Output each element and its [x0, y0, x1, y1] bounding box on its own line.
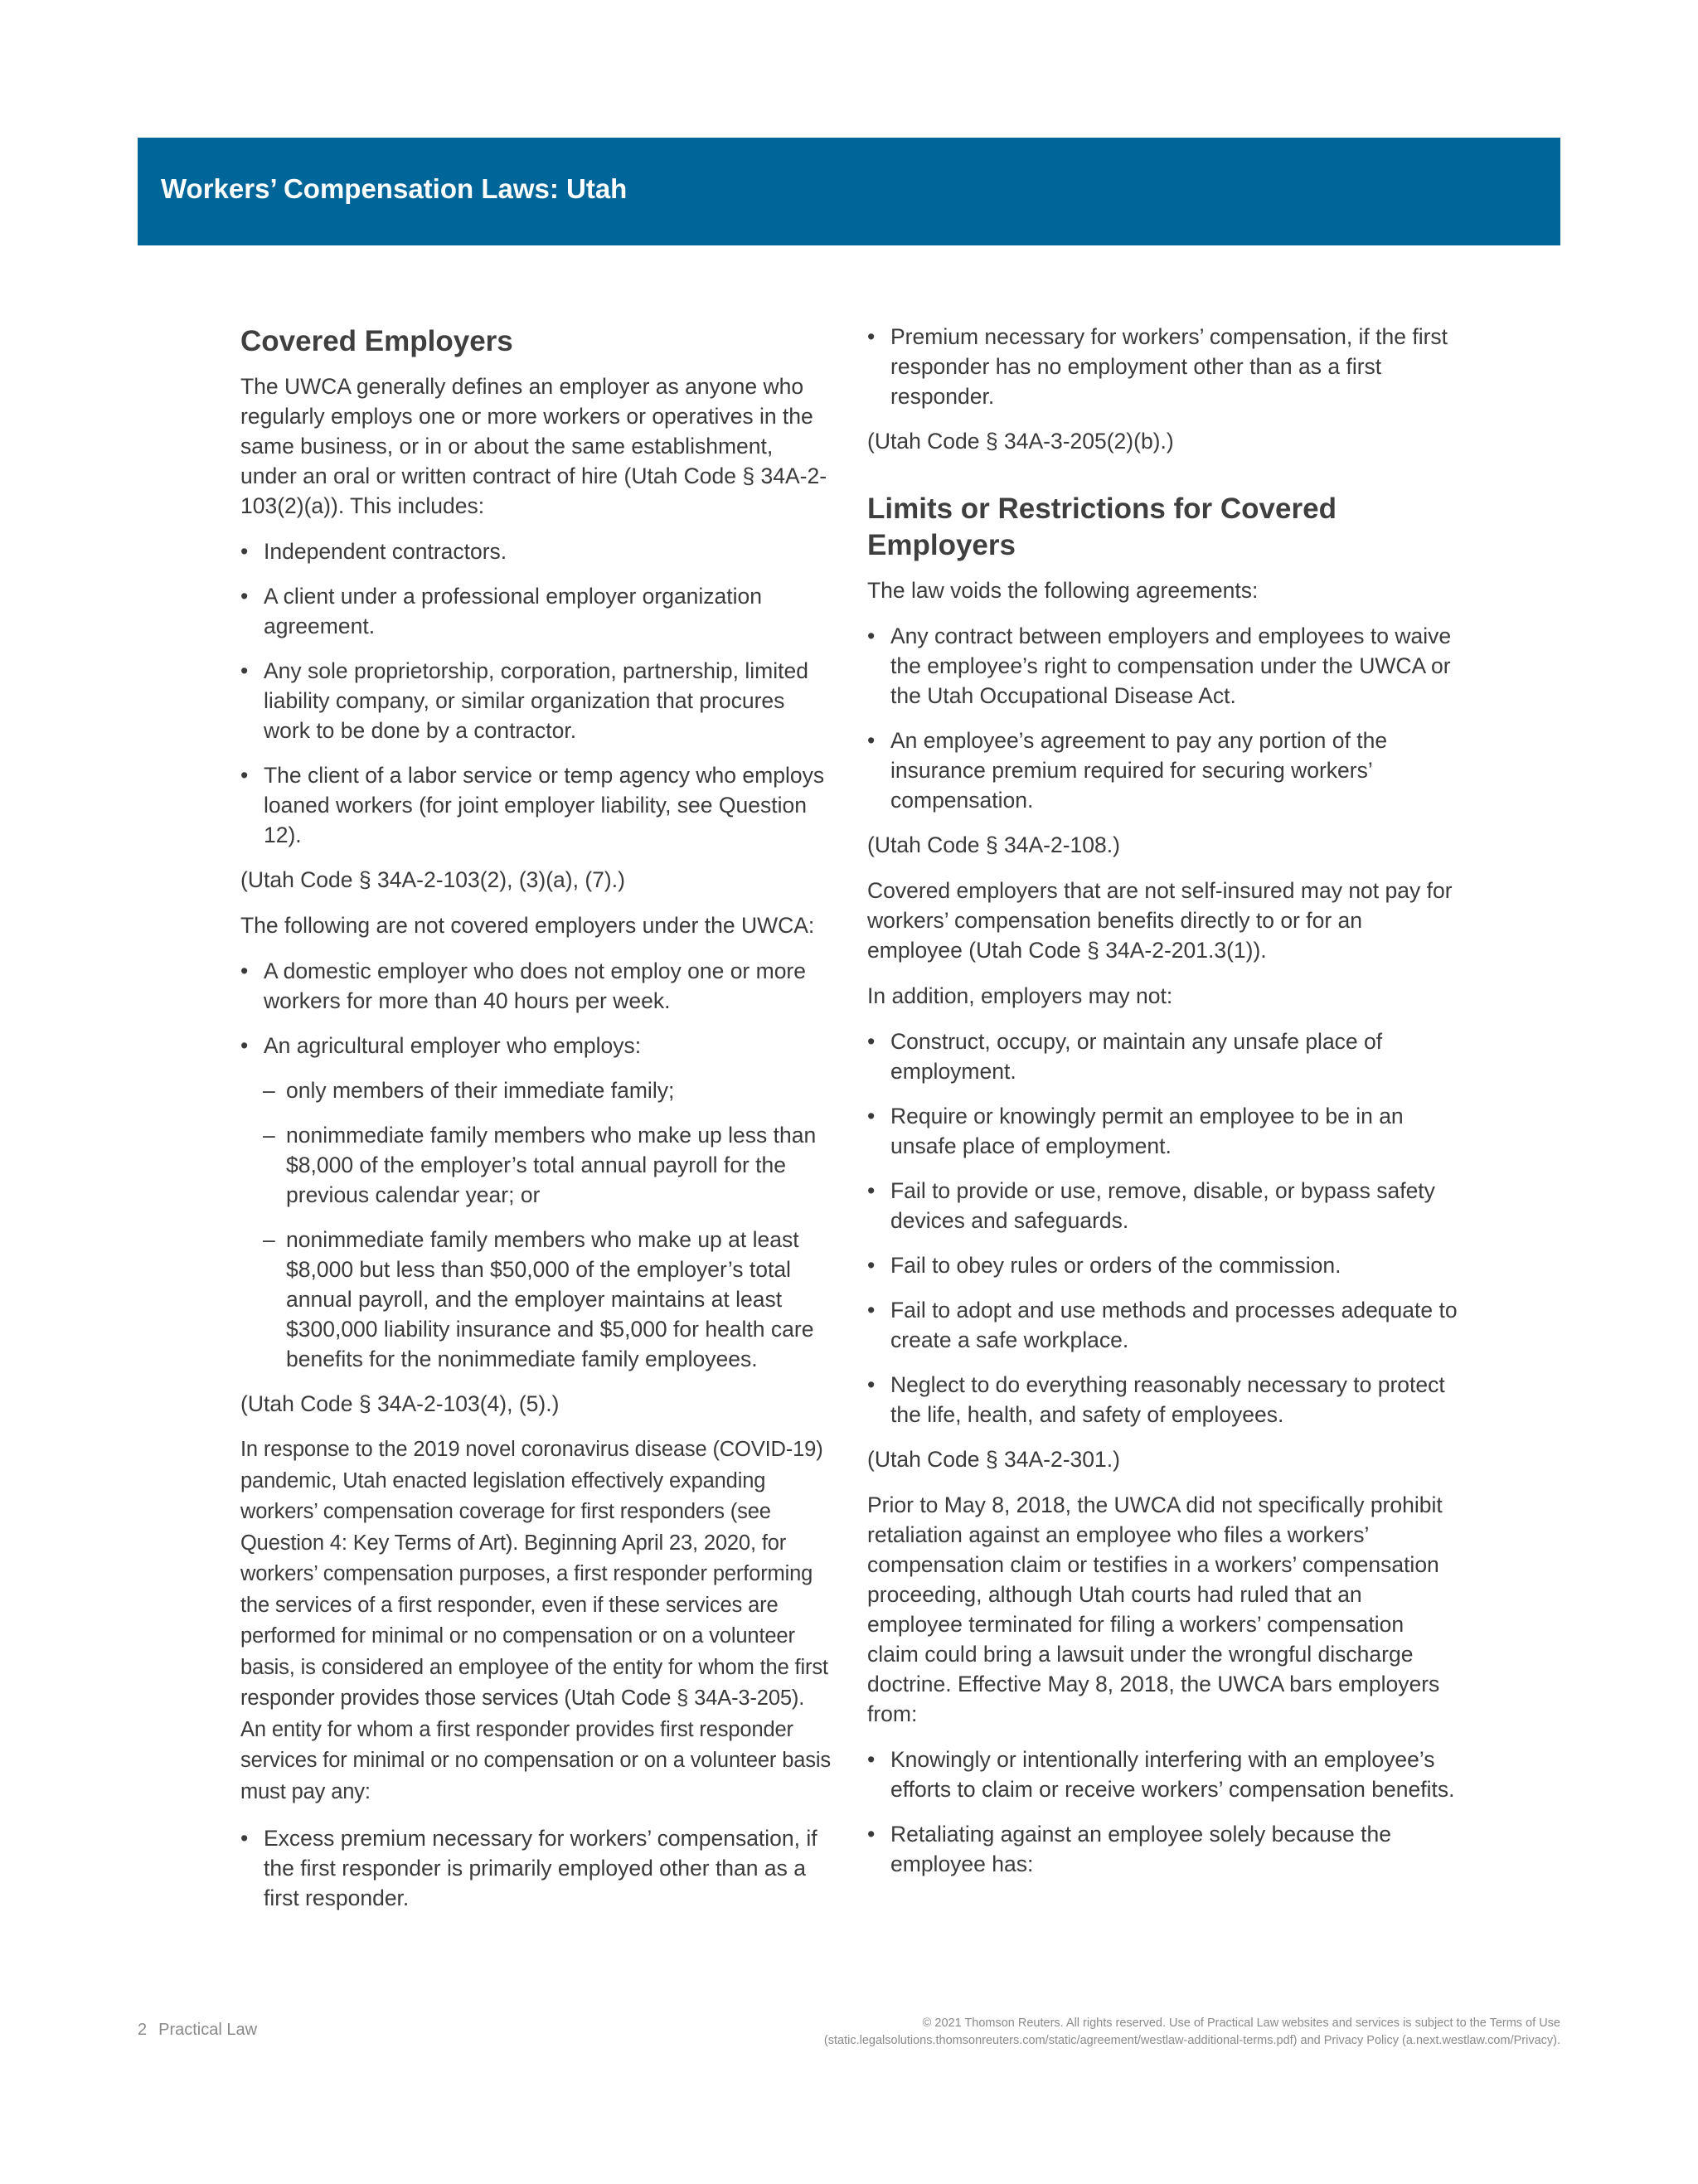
paragraph: Prior to May 8, 2018, the UWCA did not specifically prohibit retaliation against an employee who files a workers’ compensation claim or testifies in a workers’ compensation proceeding, although Utah courts had ruled that an employee terminated for filing a workers’ compensation claim could bring a lawsuit under the wrongful discharge doctrine. Effective May 8, 2018, the UWCA bars employers from:: [867, 1492, 1443, 1726]
citation: (Utah Code § 34A-3-205(2)(b).): [867, 429, 1174, 454]
paragraph: In addition, employers may not:: [867, 983, 1173, 1008]
right-column: [867, 322, 1458, 1894]
document-title: Workers’ Compensation Laws: Utah: [161, 173, 628, 204]
copyright-line: (static.legalsolutions.thomsonreuters.com/static/agreement/westlaw-additional-terms.pdf) and Privacy Policy (a.next.westlaw.com/Privacy).: [823, 2034, 1560, 2047]
citation: (Utah Code § 34A-2-103(4), (5).): [240, 1391, 560, 1416]
list-item: • Premium necessary for workers’ compensation, if the first responder has no employment other than as a first responder.: [867, 322, 1458, 411]
bullet-list: [867, 621, 1458, 815]
list-item: • Knowingly or intentionally interfering with an employee’s efforts to claim or receive workers’ compensation benefits.: [867, 1745, 1458, 1804]
page-footer-left: [138, 2021, 257, 2040]
list-item: • Retaliating against an employee solely because the employee has:: [867, 1819, 1458, 1879]
bullet-list: [240, 956, 832, 1374]
list-item: • Excess premium necessary for workers’ compensation, if the first responder is primarily employed other than as a first responder.: [240, 1823, 832, 1913]
list-item: • Any sole proprietorship, corporation, partnership, limited liability company, or similar organization that procures work to be done by a contractor.: [240, 656, 832, 745]
list-item: • Require or knowingly permit an employee to be in an unsafe place of employment.: [867, 1101, 1458, 1161]
sub-list-item: – nonimmediate family members who make up less than $8,000 of the employer’s total annual payroll for the previous calendar year; or: [240, 1120, 832, 1210]
paragraph: The law voids the following agreements:: [867, 578, 1259, 603]
bullet-list: [240, 1823, 832, 1913]
list-item: • Neglect to do everything reasonably necessary to protect the life, health, and safety of employees.: [867, 1370, 1458, 1429]
list-item: • An employee’s agreement to pay any portion of the insurance premium required for securing workers’ compensation.: [867, 726, 1458, 815]
list-item: • The client of a labor service or temp agency who employs loaned workers (for joint employer liability, see Question 12).: [240, 760, 832, 850]
copyright-line: © 2021 Thomson Reuters. All rights reserved. Use of Practical Law websites and services is subject to the Terms of Use: [922, 2017, 1560, 2030]
header-banner: [138, 138, 1560, 245]
list-item: • An agricultural employer who employs:: [240, 1031, 832, 1060]
bullet-list: [867, 1745, 1458, 1879]
list-item: • Fail to provide or use, remove, disable, or bypass safety devices and safeguards.: [867, 1176, 1458, 1235]
sub-list-item: – nonimmediate family members who make up at least $8,000 but less than $50,000 of the employer’s total annual payroll, and the employer maintains at least $300,000 liability insurance and $5,000 for health care benefits for the nonimmediate family employees.: [240, 1225, 832, 1374]
publication-name: Practical Law: [158, 2021, 258, 2039]
sub-list-item: – only members of their immediate family;: [240, 1075, 832, 1105]
section-heading-covered-employers: Covered Employers: [240, 325, 513, 357]
list-item: • Independent contractors.: [240, 536, 832, 566]
copyright-notice: [824, 2015, 1560, 2050]
paragraph: The following are not covered employers under the UWCA:: [240, 913, 815, 938]
list-item: • Any contract between employers and employees to waive the employee’s right to compensation under the UWCA or the Utah Occupational Disease Act.: [867, 621, 1458, 711]
paragraph: The UWCA generally defines an employer as anyone who regularly employs one or more workers or operatives in the same business, or in or about the same establishment, under an oral or written contract of hire (Utah Code § 34A-2-103(2)(a)). This includes:: [240, 374, 827, 518]
citation: (Utah Code § 34A-2-103(2), (3)(a), (7).): [240, 867, 625, 892]
list-item: • A client under a professional employer organization agreement.: [240, 581, 832, 641]
citation: (Utah Code § 34A-2-108.): [867, 832, 1120, 857]
bullet-list: [240, 536, 832, 850]
left-column: [240, 322, 832, 1928]
paragraph: In response to the 2019 novel coronavirus disease (COVID-19) pandemic, Utah enacted legislation effectively expanding workers’ compensation coverage for first responders (see Question 4: Key Terms of Art). Beginning April 23, 2020, for workers’ compensation purposes, a first responder performing the services of a first responder, even if these services are performed for minimal or no compensation or on a volunteer basis, is considered an employee of the entity for whom the first responder provides those services (Utah Code § 34A-3-205). An entity for whom a first responder provides first responder services for minimal or no compensation or on a volunteer basis must pay any:: [240, 1438, 831, 1803]
list-item: • Construct, occupy, or maintain any unsafe place of employment.: [867, 1026, 1458, 1086]
list-item: • A domestic employer who does not employ one or more workers for more than 40 hours per week.: [240, 956, 832, 1016]
list-item: • Fail to obey rules or orders of the commission.: [867, 1250, 1458, 1280]
bullet-list: [867, 1026, 1458, 1429]
page-number: 2: [138, 2021, 148, 2039]
list-item: • Fail to adopt and use methods and processes adequate to create a safe workplace.: [867, 1295, 1458, 1355]
paragraph: Covered employers that are not self-insured may not pay for workers’ compensation benefits directly to or for an employee (Utah Code § 34A-2-201.3(1)).: [867, 878, 1453, 963]
bullet-list: [867, 322, 1458, 411]
section-heading-limits-restrictions: Limits or Restrictions for Covered Employers: [867, 493, 1337, 561]
citation: (Utah Code § 34A-2-301.): [867, 1447, 1120, 1472]
